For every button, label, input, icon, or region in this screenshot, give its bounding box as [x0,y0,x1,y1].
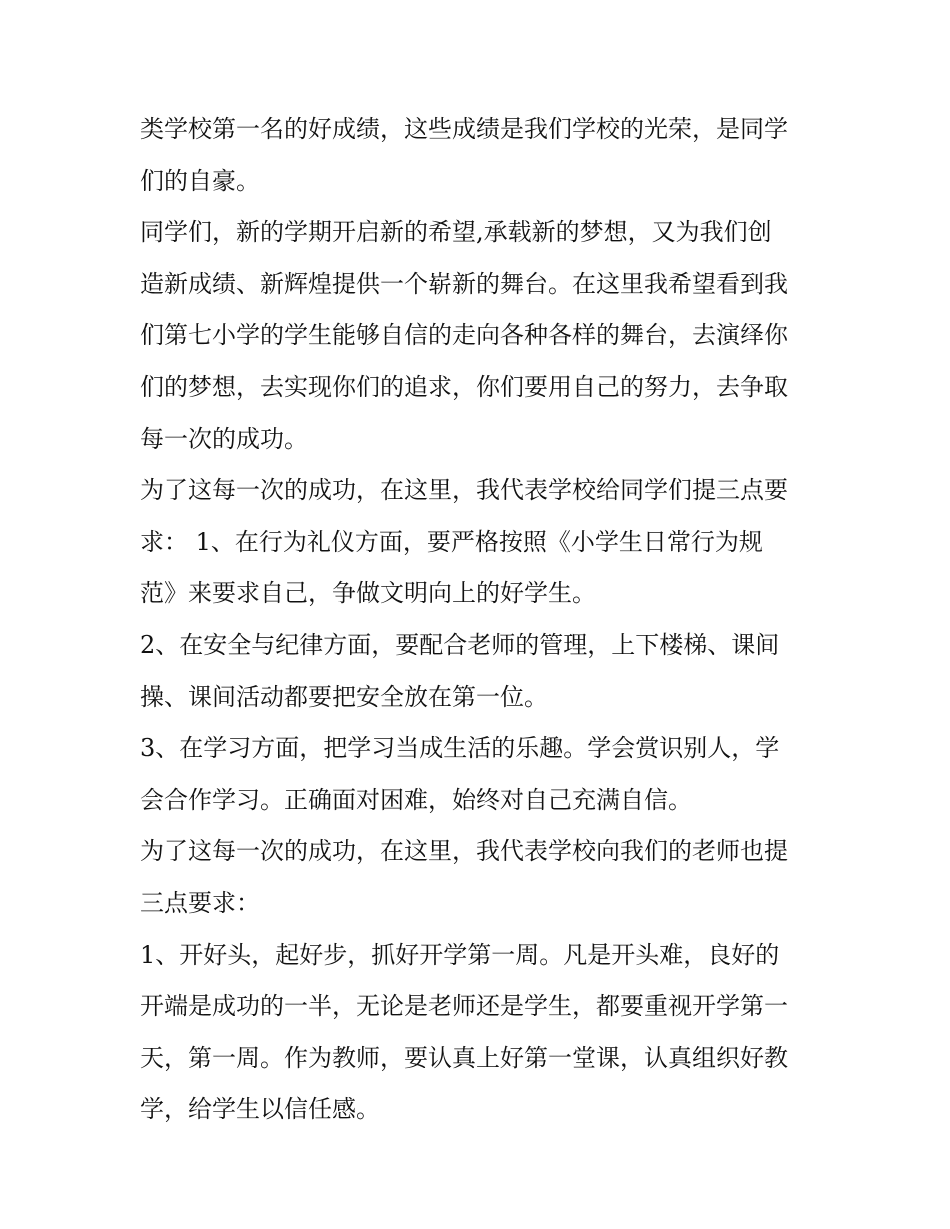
text-line: 每一次的成功。 [140,424,308,453]
text-line: 同学们，新的学期开启新的希望,承载新的梦想，又为我们创 [140,218,772,247]
text-line: 学，给学生以信任感。 [140,1095,380,1124]
text-line: 会合作学习。正确面对困难，始终对自己充满自信。 [140,785,692,814]
document-body [140,104,820,1136]
text-line: 1、开好头，起好步，抓好开学第一周。凡是开头难，良好的 [140,940,780,969]
text-line: 们的自豪。 [140,166,260,195]
text-line: 类学校第一名的好成绩，这些成绩是我们学校的光荣，是同学 [140,115,788,143]
text-line: 为了这每一次的成功，在这里，我代表学校给同学们提三点要 [140,476,788,505]
text-line: 操、课间活动都要把安全放在第一位。 [140,682,548,711]
text-line: 开端是成功的一半，无论是老师还是学生，都要重视开学第一 [140,992,788,1021]
text-line: 范》来要求自己，争做文明向上的好学生。 [140,579,596,608]
text-line: 天，第一周。作为教师，要认真上好第一堂课，认真组织好教 [140,1043,788,1072]
text-line: 为了这每一次的成功，在这里，我代表学校向我们的老师也提 [140,837,788,866]
text-line: 三点要求： [140,888,260,917]
text-line: 们第七小学的学生能够自信的走向各种各样的舞台，去演绎你 [140,321,788,350]
text-line: 们的梦想，去实现你们的追求，你们要用自己的努力，去争取 [140,372,788,401]
text-line: 造新成绩、新辉煌提供一个崭新的舞台。在这里我希望看到我 [140,269,788,298]
text-line: 求： 1、在行为礼仪方面，要严格按照《小学生日常行为规 [140,527,763,556]
text-line: 2、在安全与纪律方面，要配合老师的管理，上下楼梯、课间 [140,630,780,659]
text-line: 3、在学习方面，把学习当成生活的乐趣。学会赏识别人，学 [140,734,780,763]
